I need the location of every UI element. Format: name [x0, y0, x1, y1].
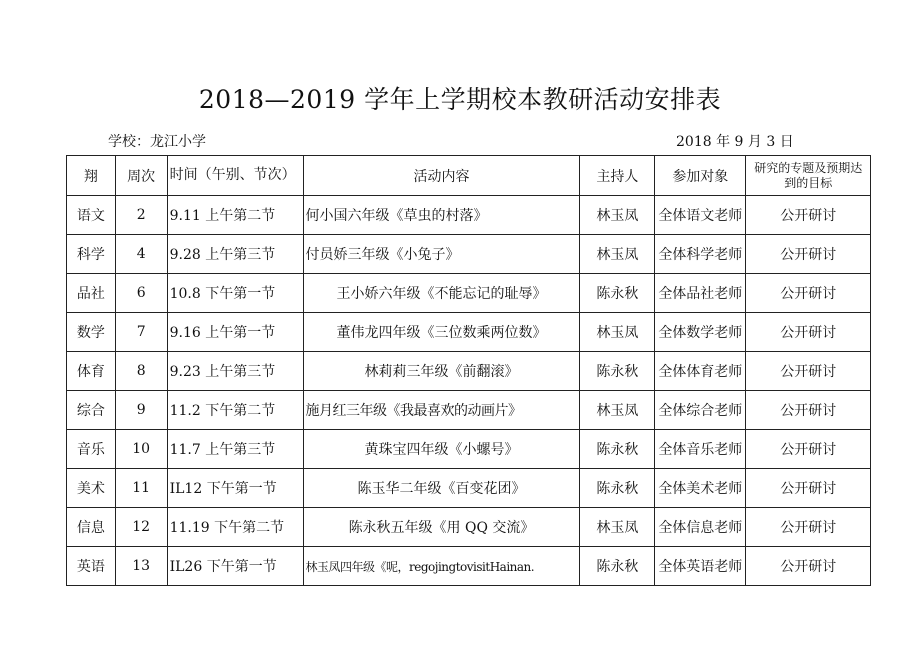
header-host: 主持人: [580, 156, 655, 196]
table-row: [67, 352, 871, 391]
cell-participants: 全体信息老师: [655, 508, 746, 547]
cell-host: 陈永秋: [580, 469, 655, 508]
cell-participants: 全体数学老师: [655, 313, 746, 352]
document-title: 2018—2019 学年上学期校本教研活动安排表: [198, 85, 722, 114]
cell-participants: 全体语文老师: [655, 196, 746, 235]
cell-content: 王小娇六年级《不能忘记的耻辱》: [303, 274, 580, 313]
cell-subject: 品社: [67, 274, 116, 313]
schedule-table: [66, 155, 871, 586]
table-row: [67, 235, 871, 274]
cell-week: 8: [115, 352, 167, 391]
cell-content: 陈玉华二年级《百变花团》: [303, 469, 580, 508]
header-row: [67, 156, 871, 196]
cell-subject: 体育: [67, 352, 116, 391]
cell-time: 9.11 上午第二节: [167, 196, 303, 235]
cell-week: 4: [115, 235, 167, 274]
cell-subject: 音乐: [67, 430, 116, 469]
cell-participants: 全体音乐老师: [655, 430, 746, 469]
cell-week: 12: [115, 508, 167, 547]
cell-participants: 全体科学老师: [655, 235, 746, 274]
cell-time: 9.28 上午第三节: [167, 235, 303, 274]
cell-time: IL12 下午第一节: [167, 469, 303, 508]
cell-week: 7: [115, 313, 167, 352]
document-date: 2018 年 9 月 3 日: [676, 134, 794, 150]
cell-host: 陈永秋: [580, 274, 655, 313]
header-content: 活动内容: [303, 156, 580, 196]
cell-goal: 公开研讨: [746, 547, 871, 586]
cell-content: 付员娇三年级《小兔子》: [303, 235, 580, 274]
cell-week: 2: [115, 196, 167, 235]
table-row: [67, 196, 871, 235]
cell-participants: 全体体育老师: [655, 352, 746, 391]
cell-week: 10: [115, 430, 167, 469]
cell-content: 施月红三年级《我最喜欢的动画片》: [303, 391, 580, 430]
table-row: [67, 469, 871, 508]
cell-goal: 公开研讨: [746, 469, 871, 508]
table-row: [67, 430, 871, 469]
cell-goal: 公开研讨: [746, 391, 871, 430]
cell-goal: 公开研讨: [746, 235, 871, 274]
cell-content: 林玉凤四年级《呢，regojingtovisitHainan.: [303, 547, 580, 586]
cell-host: 林玉凤: [580, 235, 655, 274]
cell-week: 6: [115, 274, 167, 313]
table-row: [67, 274, 871, 313]
header-time: 时间（午别、节次）: [167, 156, 303, 196]
cell-host: 林玉凤: [580, 508, 655, 547]
cell-host: 林玉凤: [580, 313, 655, 352]
cell-content: 陈永秋五年级《用 QQ 交流》: [303, 508, 580, 547]
cell-subject: 美术: [67, 469, 116, 508]
cell-content: 林莉莉三年级《前翻滚》: [303, 352, 580, 391]
header-week: 周次: [115, 156, 167, 196]
cell-content: 董伟龙四年级《三位数乘两位数》: [303, 313, 580, 352]
cell-host: 陈永秋: [580, 352, 655, 391]
cell-participants: 全体品社老师: [655, 274, 746, 313]
cell-subject: 数学: [67, 313, 116, 352]
cell-time: 11.2 下午第二节: [167, 391, 303, 430]
cell-host: 林玉凤: [580, 391, 655, 430]
cell-host: 陈永秋: [580, 430, 655, 469]
cell-subject: 语文: [67, 196, 116, 235]
table-row: [67, 547, 871, 586]
cell-content: 黄珠宝四年级《小螺号》: [303, 430, 580, 469]
cell-host: 林玉凤: [580, 196, 655, 235]
cell-subject: 信息: [67, 508, 116, 547]
cell-goal: 公开研讨: [746, 508, 871, 547]
cell-time: 9.23 上午第三节: [167, 352, 303, 391]
cell-time: 10.8 下午第一节: [167, 274, 303, 313]
cell-goal: 公开研讨: [746, 430, 871, 469]
cell-time: IL26 下午第一节: [167, 547, 303, 586]
cell-time: 11.19 下午第二节: [167, 508, 303, 547]
cell-participants: 全体英语老师: [655, 547, 746, 586]
cell-content: 何小国六年级《草虫的村落》: [303, 196, 580, 235]
header-participants: 参加对象: [655, 156, 746, 196]
cell-time: 9.16 上午第一节: [167, 313, 303, 352]
table-row: [67, 313, 871, 352]
cell-week: 9: [115, 391, 167, 430]
cell-week: 11: [115, 469, 167, 508]
cell-goal: 公开研讨: [746, 313, 871, 352]
cell-goal: 公开研讨: [746, 274, 871, 313]
cell-goal: 公开研讨: [746, 196, 871, 235]
cell-host: 陈永秋: [580, 547, 655, 586]
cell-goal: 公开研讨: [746, 352, 871, 391]
table-row: [67, 508, 871, 547]
cell-subject: 英语: [67, 547, 116, 586]
header-corner: 翔: [67, 156, 116, 196]
school-name: 学校：龙江小学: [108, 134, 206, 150]
cell-time: 11.7 上午第三节: [167, 430, 303, 469]
cell-participants: 全体综合老师: [655, 391, 746, 430]
cell-subject: 科学: [67, 235, 116, 274]
table-row: [67, 391, 871, 430]
cell-subject: 综合: [67, 391, 116, 430]
cell-participants: 全体美术老师: [655, 469, 746, 508]
cell-week: 13: [115, 547, 167, 586]
header-goal: 研究的专题及预期达到的目标: [746, 156, 871, 196]
